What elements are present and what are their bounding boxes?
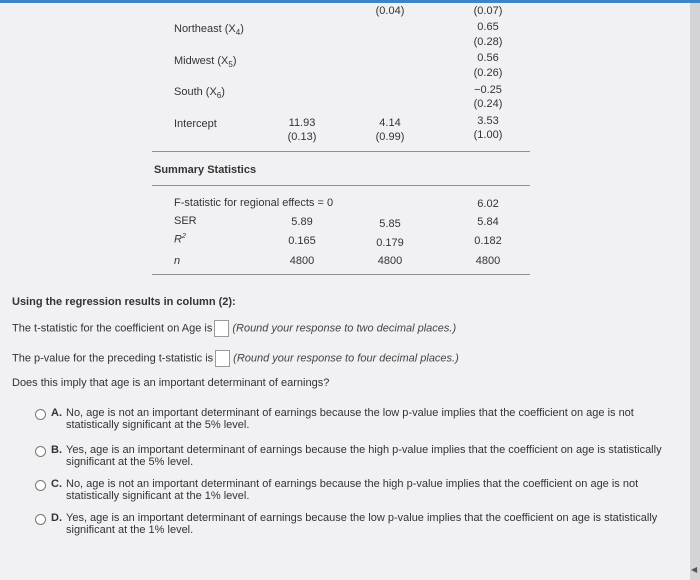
option-a-radio[interactable]	[35, 409, 46, 420]
question-prompt: Does this imply that age is an important determinant of earnings?	[12, 377, 330, 389]
option-a-text[interactable]: No, age is not an important determinant of earnings because the low p-value implies that the coefficient on age is not statistically significant at the 5% level.	[66, 407, 634, 431]
option-b-text[interactable]: Yes, age is an important determinant of earnings because the high p-value implies that the coefficient on age is statistically significant at the 5% level.	[66, 444, 662, 468]
n-col4: 4800	[475, 255, 501, 267]
ser-col4: 5.84	[477, 216, 499, 228]
label-post: )	[221, 86, 225, 98]
table-bottom-rule	[152, 274, 530, 275]
option-d-letter: D.	[51, 512, 62, 524]
label-text: Midwest (X	[174, 55, 229, 67]
n-col2: 4800	[289, 255, 315, 267]
table-divider	[152, 151, 530, 152]
midwest-col4: 0.56	[477, 52, 499, 64]
northeast-col4-se: (0.28)	[473, 36, 503, 48]
question-panel	[0, 3, 690, 580]
summary-label-fstat: F-statistic for regional effects = 0	[174, 197, 334, 209]
r2-col4: 0.182	[474, 235, 502, 247]
col3-se-top: (0.04)	[375, 5, 405, 17]
question-heading: Using the regression results in column (2):	[12, 296, 236, 308]
summary-label-r2	[174, 233, 186, 246]
scroll-arrow-icon[interactable]: ◀	[691, 565, 698, 574]
south-col4: −0.25	[474, 84, 502, 96]
intercept-col3: 4.14	[379, 117, 401, 129]
row-label-midwest	[174, 55, 237, 69]
option-c-radio[interactable]	[35, 480, 46, 491]
south-col4-se: (0.24)	[473, 98, 503, 110]
tstat-answer-input[interactable]	[214, 320, 229, 337]
label-text: South (X	[174, 86, 217, 98]
label-sub: 5	[228, 60, 233, 70]
label-post: )	[232, 55, 237, 67]
intercept-col4: 3.53	[477, 115, 499, 127]
option-b-letter: B.	[51, 444, 62, 456]
tstat-prompt: The t-statistic for the coefficient on Age is	[12, 322, 213, 335]
label-text: Northeast (X	[174, 23, 236, 35]
n-col3: 4800	[377, 255, 403, 267]
pvalue-answer-input[interactable]	[215, 350, 230, 367]
label-sub: 4	[235, 28, 241, 38]
option-c-letter: C.	[51, 478, 62, 490]
r2-sup: 2	[181, 233, 186, 240]
tstat-hint: (Round your response to two decimal places.)	[232, 322, 457, 335]
midwest-col4-se: (0.26)	[473, 67, 503, 79]
summary-label-ser: SER	[174, 215, 197, 227]
pvalue-line	[12, 350, 459, 367]
intercept-col2: 11.93	[288, 117, 316, 129]
row-label-intercept: Intercept	[174, 118, 217, 130]
pvalue-hint: (Round your response to four decimal places.)	[233, 352, 459, 365]
label-post: )	[240, 23, 244, 35]
scrollbar[interactable]	[690, 3, 700, 580]
intercept-col2-se: (0.13)	[287, 131, 317, 143]
option-a-letter: A.	[51, 407, 62, 419]
row-label-northeast	[174, 23, 244, 37]
summary-title: Summary Statistics	[154, 164, 257, 176]
ser-col3: 5.85	[379, 218, 401, 230]
col4-se-top: (0.07)	[473, 5, 503, 17]
intercept-col3-se: (0.99)	[375, 131, 405, 143]
label-sub: 6	[216, 91, 222, 101]
option-b-radio[interactable]	[35, 446, 46, 457]
option-c-text[interactable]: No, age is not an important determinant of earnings because the high p-value implies that the coefficient on age is not statistically significant at the 1% level.	[66, 478, 639, 502]
r2-col3: 0.179	[376, 237, 404, 249]
pvalue-prompt: The p-value for the preceding t-statistic is	[12, 352, 214, 365]
option-d-radio[interactable]	[35, 514, 46, 525]
r2-text: R	[174, 233, 182, 246]
summary-divider	[152, 185, 530, 186]
intercept-col4-se: (1.00)	[473, 129, 503, 141]
summary-label-n: n	[174, 255, 181, 267]
option-d-text[interactable]: Yes, age is an important determinant of earnings because the low p-value implies that the coefficient on age is statistically significant at the 1% level.	[66, 512, 658, 536]
ser-col2: 5.89	[291, 216, 313, 228]
row-label-south	[174, 86, 225, 100]
northeast-col4: 0.65	[477, 21, 499, 33]
r2-col2: 0.165	[288, 235, 316, 247]
fstat-col4: 6.02	[477, 198, 499, 210]
tstat-line	[12, 320, 456, 337]
